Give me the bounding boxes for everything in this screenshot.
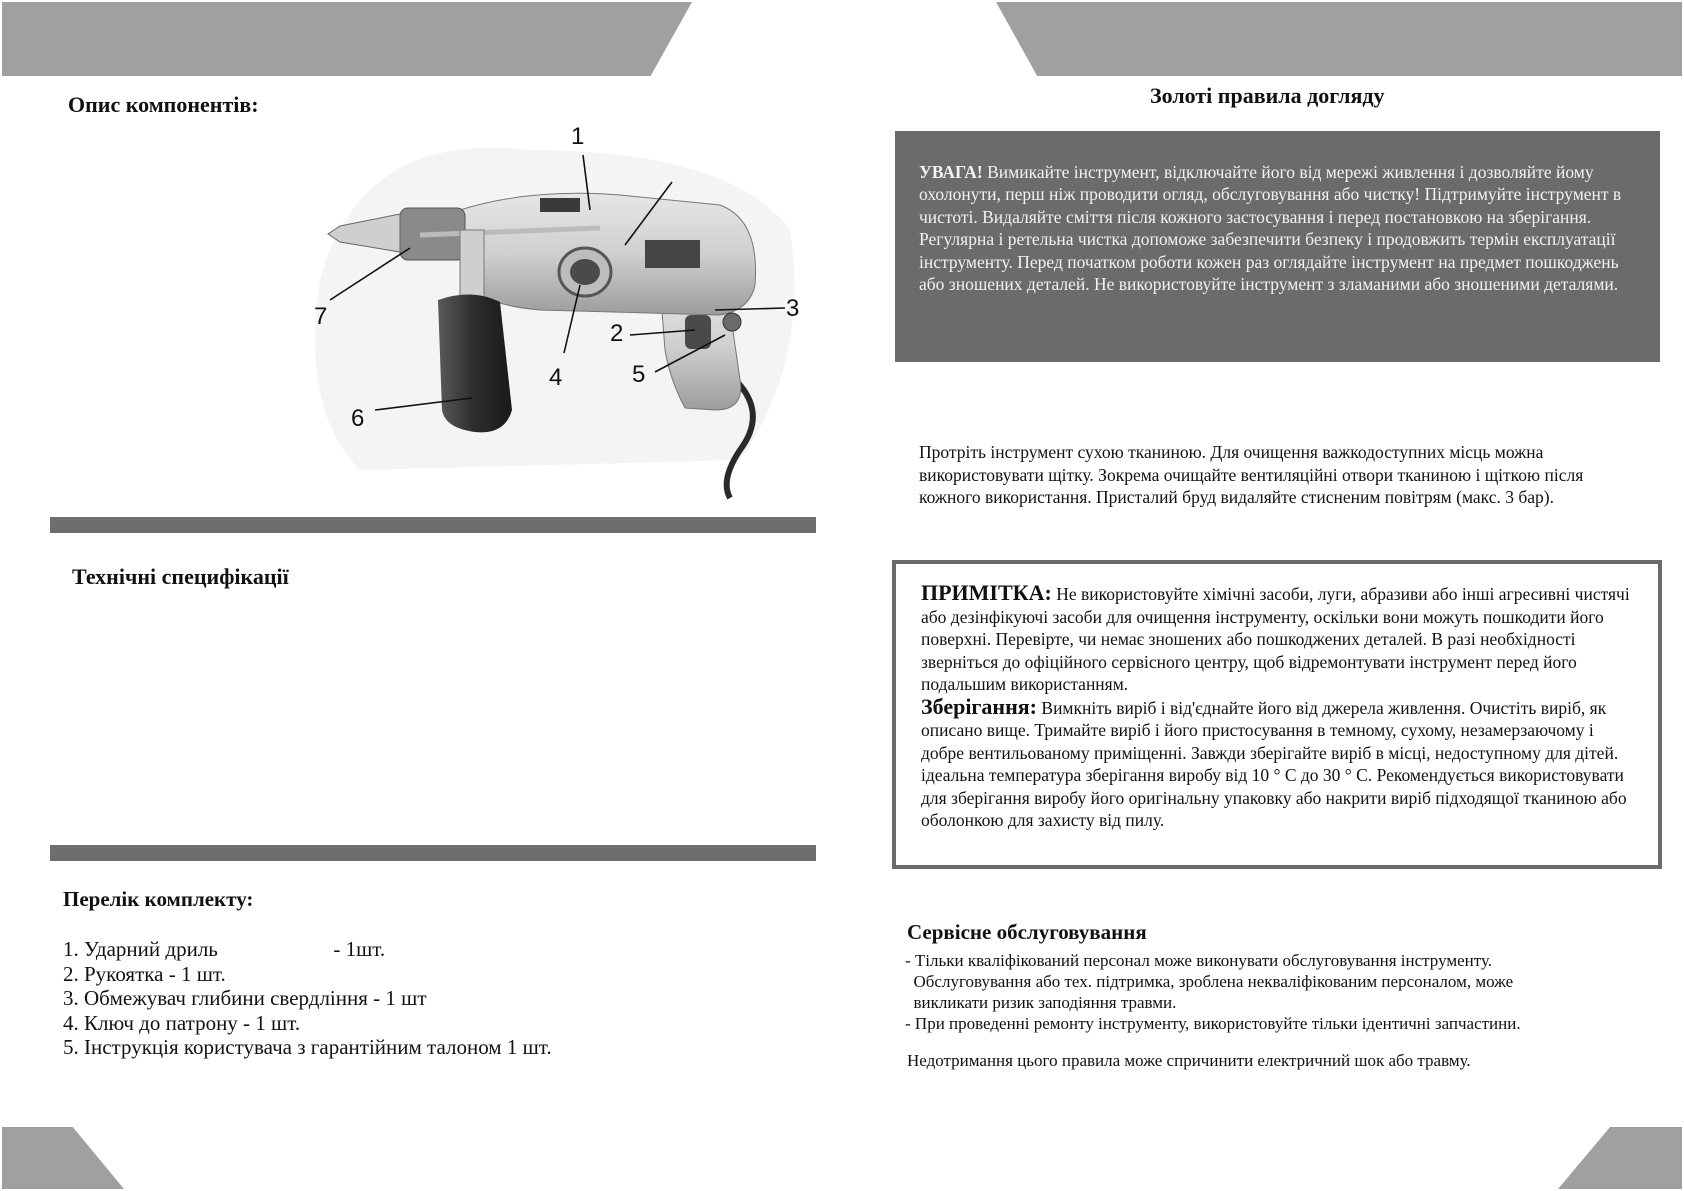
- list-item: 5. Інструкція користувача з гарантійним талоном 1 шт.: [63, 1035, 552, 1059]
- mode-switch: [540, 198, 580, 212]
- footer-band-right: [1558, 1127, 1682, 1189]
- side-handle-grip: [438, 294, 512, 432]
- drill-illustration: [300, 110, 820, 500]
- drill-body: [460, 193, 756, 315]
- list-item: - Тільки кваліфікований персонал може виконувати обслуговування інструменту.: [905, 951, 1493, 970]
- callout-4: 4: [549, 364, 563, 391]
- callout-7: 7: [314, 303, 328, 330]
- list-item: 4. Ключ до патрону - 1 шт.: [63, 1010, 301, 1035]
- speed-dial-cap: [570, 259, 600, 285]
- kit-title: Перелік комплекту:: [63, 887, 254, 911]
- header-band-left: [2, 2, 692, 76]
- callout-2: 2: [610, 320, 624, 347]
- list-item: - При проведенні ремонту інструменту, використовуйте тільки ідентичні запчастини.: [905, 1014, 1521, 1033]
- divider-rule-1: [50, 517, 816, 533]
- service-title: Сервісне обслуговування: [907, 920, 1147, 944]
- care-title: Золоті правила догляду: [1150, 83, 1385, 108]
- service-footer: Недотримання цього правила може спричинити електричний шок або травму.: [907, 1051, 1471, 1070]
- cleaning-paragraph: Протріть інструмент сухою тканиною. Для очищення важкодоступних місць можна використовувати щітку. Зокрема очищайте вентиляційні отвори тканиною і щіткою після кожного використання. Присталий бруд видаляйте стисненим повітрям (макс. 3 бар).: [919, 442, 1584, 507]
- note-lead: ПРИМІТКА:: [921, 580, 1052, 605]
- drill-label-plate: [645, 240, 700, 268]
- warning-box: [895, 131, 1660, 362]
- kit-list: [63, 937, 552, 1060]
- service-list: [905, 950, 1521, 1034]
- specs-title: Технічні специфікації: [72, 564, 289, 589]
- list-item: викликати ризик заподіяння травми.: [905, 993, 1177, 1012]
- list-item: Обслуговування або тех. підтримка, зроблена некваліфікованим персоналом, може: [905, 972, 1514, 991]
- list-item: 2. Рукоятка - 1 шт.: [63, 961, 226, 986]
- note-box: [892, 560, 1662, 869]
- warning-lead: УВАГА!: [919, 162, 983, 182]
- callout-1: 1: [571, 123, 585, 150]
- warning-text: Вимикайте інструмент, відключайте його від мережі живлення і дозволяйте йому охолонути, перш ніж проводити огляд, обслуговування або чистку! Підтримуйте інструмент в чистоті. Видаляйте сміття після кожного застосування і перед постановкою на зберігання. Регулярна і ретельна чистка допоможе забезпечити безпеку і продовжить термін експлуатації інструменту. Перед початком роботи кожен раз оглядайте інструмент на предмет пошкоджень або зношених деталей. Не використовуйте інструмент з зламаними або зношеними деталями.: [919, 162, 1622, 295]
- storage-text: Вимкніть виріб і від'єднайте його від джерела живлення. Очистіть виріб, як описано вище. Тримайте виріб і його пристосування в темному, сухому, незамерзаючому і добре вентильованому приміщенні. Завжди зберігайте виріб в місці, недоступному для дітей. ідеальна температура зберігання виробу від 10 ° С до 30 ° С. Рекомендується використовувати для зберігання виробу його оригінальну упаковку або накрити виріб підходящої тканиною або оболонкою для захисту від пилу.: [921, 697, 1627, 830]
- callout-6: 6: [351, 405, 365, 432]
- note-text: Не використовуйте хімічні засоби, луги, абразиви або інші агресивні чистячі або дезінфікуючі засоби для очищення інструменту, оскільки вони можуть пошкодити його поверхні. Перевірте, чи немає зношених або пошкоджених деталей. В разі необхідності зверніться до офіційного сервісного центру, щоб відремонтувати інструмент перед його подальшим використанням.: [921, 584, 1630, 694]
- components-title: Опис компонентів:: [68, 92, 259, 117]
- divider-rule-2: [50, 845, 816, 861]
- list-item: 3. Обмежувач глибини свердління - 1 шт: [63, 986, 427, 1010]
- callout-5: 5: [632, 361, 646, 388]
- lock-button: [723, 313, 741, 331]
- footer-band-left: [2, 1127, 124, 1189]
- callout-3: 3: [786, 295, 800, 322]
- storage-lead: Зберігання:: [921, 693, 1038, 719]
- header-band-right: [996, 2, 1682, 76]
- list-item: 1. Ударний дриль - 1шт.: [63, 937, 386, 961]
